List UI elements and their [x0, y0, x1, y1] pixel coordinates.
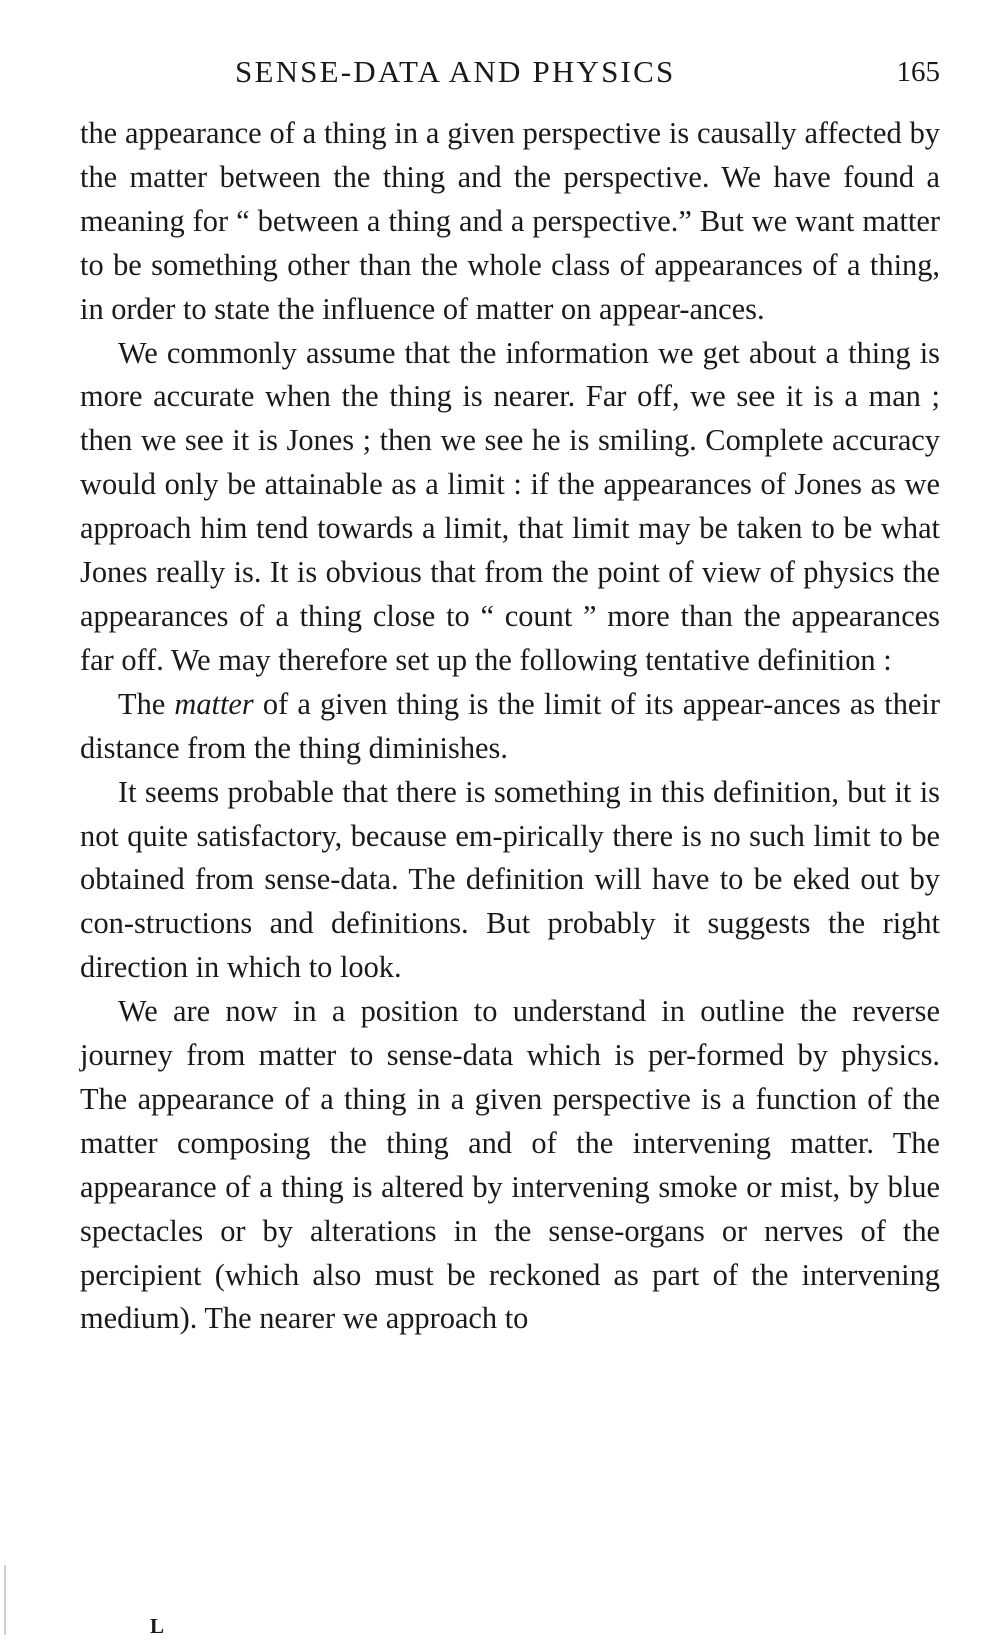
- paragraph-reverse-journey: We are now in a position to understand in outline the reverse journey from matter to sense-data which is per-formed by physics. The appearance of a thing in a given perspective is a function of the matter composing the thing and of the intervening matter. The appearance of a thing is altered by intervening smoke or mist, by blue spectacles or by alterations in the sense-organs or nerves of the percipient (which also must be reckoned as part of the intervening medium). The nearer we approach to: [80, 994, 940, 1336]
- paragraph-continued: the appearance of a thing in a given perspective is causally affected by the matter between the thing and the perspective. We have found a meaning for “ between a thing and a perspective.” But we want matter to be something other than the whole class of appearances of a thing, in order to state the influence of matter on appear-ances.: [80, 116, 940, 326]
- body-text: [80, 112, 940, 1341]
- page-number: 165: [896, 56, 940, 88]
- definition-text-before: The: [118, 686, 175, 721]
- running-title: SENSE-DATA AND PHYSICS: [235, 54, 676, 89]
- definition-term-matter: matter: [174, 686, 254, 721]
- paragraph-definition: [80, 683, 940, 771]
- running-head: [80, 50, 940, 94]
- paragraph-definition-critique: It seems probable that there is something in this definition, but it is not quite satisfactory, because em-pirically there is no such limit to be obtained from sense-data. The definition will have to be eked out by con-structions and definitions. But probably it suggests the right direction in which to look.: [80, 774, 940, 985]
- paragraph-accuracy-limit: We commonly assume that the information we get about a thing is more accurate when the thing is nearer. Far off, we see it is a man ; then we see it is Jones ; then we see he is smiling. Complete accuracy would only be attainable as a limit : if the appearances of Jones as we approach him tend towards a limit, that limit may be taken to be what Jones really is. It is obvious that from the point of view of physics the appearances of a thing close to “ count ” more than the appearances far off. We may therefore set up the following tentative definition :: [80, 335, 940, 677]
- definition-text-after: of a given thing is the limit of its appear-ances as their distance from the thing diminishes.: [80, 686, 940, 765]
- printer-signature-mark: L: [150, 1614, 165, 1638]
- page-edge-rule: [4, 1565, 6, 1635]
